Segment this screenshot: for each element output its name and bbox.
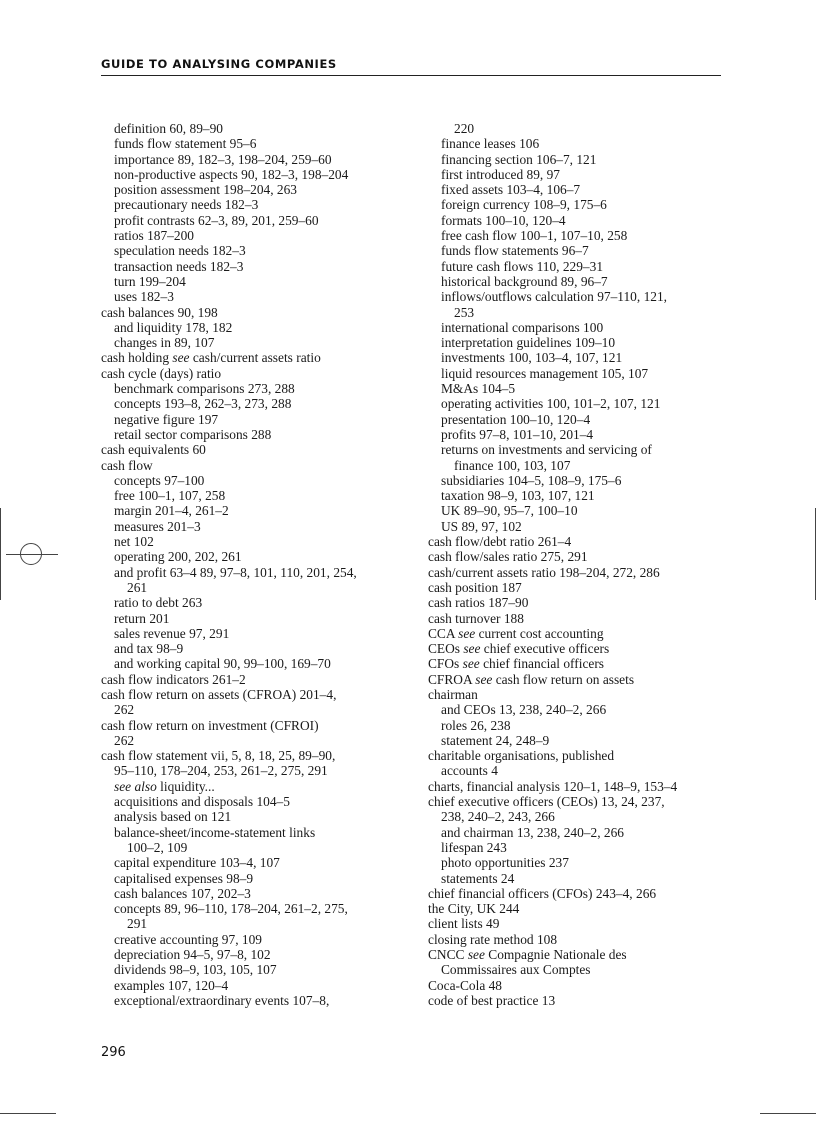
index-entry: cash flow/debt ratio 261–4 xyxy=(428,534,572,550)
index-subentry: definition 60, 89–90 xyxy=(114,121,223,136)
index-subentry: profits 97–8, 101–10, 201–4 xyxy=(441,426,594,442)
index-entry: cash position 187 xyxy=(428,579,522,595)
index-subentry: US 89, 97, 102 xyxy=(441,518,522,534)
index-entry: cash flow/sales ratio 275, 291 xyxy=(428,549,588,565)
index-subentry: fixed assets 103–4, 106–7 xyxy=(441,182,581,198)
index-subentry: examples 107, 120–4 xyxy=(114,977,229,993)
index-subentry: retail sector comparisons 288 xyxy=(114,426,272,442)
index-entry: charitable organisations, published xyxy=(428,748,615,764)
index-entry: cash equivalents 60 xyxy=(101,442,206,458)
cross-reference-keyword: see xyxy=(172,350,190,366)
registration-crosshair xyxy=(6,554,58,555)
index-subentry: finance leases 106 xyxy=(441,136,540,152)
index-subentry: speculation needs 182–3 xyxy=(114,243,246,259)
index-subentry: operating 200, 202, 261 xyxy=(114,549,242,565)
index-subentry: future cash flows 110, 229–31 xyxy=(441,258,604,274)
index-subentry: and tax 98–9 xyxy=(114,641,184,657)
cross-reference-keyword: see xyxy=(463,641,481,657)
index-subentry: dividends 98–9, 103, 105, 107 xyxy=(114,962,277,978)
index-entry: CFROA see cash flow return on assets xyxy=(428,671,635,687)
index-subentry: 262 xyxy=(114,732,135,748)
index-subentry: funds flow statements 96–7 xyxy=(441,243,589,259)
index-column-right xyxy=(428,121,728,1008)
index-subentry: capitalised expenses 98–9 xyxy=(114,870,254,886)
index-subentry: net 102 xyxy=(114,534,154,550)
index-subentry: concepts 89, 96–110, 178–204, 261–2, 275, xyxy=(114,901,348,917)
index-subentry: and working capital 90, 99–100, 169–70 xyxy=(114,656,331,672)
page-number: 296 xyxy=(101,1045,126,1060)
index-subentry: acquisitions and disposals 104–5 xyxy=(114,794,290,810)
index-subentry: 238, 240–2, 243, 266 xyxy=(441,809,555,825)
index-entry: code of best practice 13 xyxy=(428,992,556,1008)
index-subentry: uses 182–3 xyxy=(114,289,174,305)
index-subentry: 220 xyxy=(454,121,475,136)
index-subentry: interpretation guidelines 109–10 xyxy=(441,335,616,351)
index-subentry: formats 100–10, 120–4 xyxy=(441,212,566,228)
index-entry: the City, UK 244 xyxy=(428,901,520,917)
index-subentry: photo opportunities 237 xyxy=(441,855,569,871)
index-subentry: free cash flow 100–1, 107–10, 258 xyxy=(441,228,628,244)
index-subentry: sales revenue 97, 291 xyxy=(114,625,230,641)
index-subentry: 253 xyxy=(454,304,475,320)
index-subentry: presentation 100–10, 120–4 xyxy=(441,411,591,427)
index-subentry: negative figure 197 xyxy=(114,411,219,427)
crop-mark-bottom-left xyxy=(0,1113,56,1114)
index-subentry: concepts 97–100 xyxy=(114,472,205,488)
index-subentry: lifespan 243 xyxy=(441,839,507,855)
cross-reference-keyword: see xyxy=(467,947,485,963)
index-entry: CNCC see Compagnie Nationale des xyxy=(428,947,627,963)
index-entry: cash turnover 188 xyxy=(428,610,524,626)
index-subentry: free 100–1, 107, 258 xyxy=(114,488,226,504)
index-entry: cash cycle (days) ratio xyxy=(101,365,222,381)
index-subentry: financing section 106–7, 121 xyxy=(441,151,597,167)
index-subentry: capital expenditure 103–4, 107 xyxy=(114,855,280,871)
trim-mark-left xyxy=(0,508,1,600)
index-entry: Coca-Cola 48 xyxy=(428,977,503,993)
index-entry: cash flow statement vii, 5, 8, 18, 25, 89–90, xyxy=(101,748,336,764)
index-subentry: analysis based on 121 xyxy=(114,809,232,825)
index-entry: cash flow xyxy=(101,457,153,473)
index-subentry: and profit 63–4 89, 97–8, 101, 110, 201, 254, xyxy=(114,564,357,580)
index-subentry: Commissaires aux Comptes xyxy=(441,962,591,978)
index-subentry: transaction needs 182–3 xyxy=(114,258,244,274)
running-head: GUIDE TO ANALYSING COMPANIES xyxy=(101,57,337,71)
index-subentry: 95–110, 178–204, 253, 261–2, 275, 291 xyxy=(114,763,328,779)
index-subentry: operating activities 100, 101–2, 107, 121 xyxy=(441,396,661,412)
index-entry: closing rate method 108 xyxy=(428,931,558,947)
index-subentry: first introduced 89, 97 xyxy=(441,166,561,182)
index-subentry: margin 201–4, 261–2 xyxy=(114,503,229,519)
index-entry: cash holding see cash/current assets ratio xyxy=(101,350,321,366)
index-entry: cash ratios 187–90 xyxy=(428,595,529,611)
cross-reference-keyword: see xyxy=(458,625,476,641)
index-subentry: statement 24, 248–9 xyxy=(441,732,550,748)
index-subentry: balance-sheet/income-statement links xyxy=(114,824,316,840)
index-subentry: statements 24 xyxy=(441,870,515,886)
index-entry: chairman xyxy=(428,686,478,702)
index-subentry: 262 xyxy=(114,702,135,718)
index-subentry: measures 201–3 xyxy=(114,518,201,534)
index-subentry: funds flow statement 95–6 xyxy=(114,136,257,152)
index-column-left xyxy=(101,121,401,1008)
index-entry: cash balances 90, 198 xyxy=(101,304,218,320)
index-subentry: return 201 xyxy=(114,610,170,626)
index-subentry: and chairman 13, 238, 240–2, 266 xyxy=(441,824,624,840)
index-subentry: inflows/outflows calculation 97–110, 121, xyxy=(441,289,667,305)
cross-reference-keyword: see xyxy=(462,656,480,672)
index-subentry: liquid resources management 105, 107 xyxy=(441,365,649,381)
index-subentry: concepts 193–8, 262–3, 273, 288 xyxy=(114,396,292,412)
index-subentry: profit contrasts 62–3, 89, 201, 259–60 xyxy=(114,212,319,228)
index-subentry: benchmark comparisons 273, 288 xyxy=(114,381,295,397)
index-subentry: 100–2, 109 xyxy=(127,839,188,855)
index-subentry: subsidiaries 104–5, 108–9, 175–6 xyxy=(441,472,622,488)
cross-reference-keyword: see also xyxy=(114,778,157,794)
index-subentry: finance 100, 103, 107 xyxy=(454,457,571,473)
index-subentry: 261 xyxy=(127,579,148,595)
index-entry: chief financial officers (CFOs) 243–4, 266 xyxy=(428,885,657,901)
index-subentry: and liquidity 178, 182 xyxy=(114,319,233,335)
index-subentry: M&As 104–5 xyxy=(441,381,516,397)
index-subentry: roles 26, 238 xyxy=(441,717,511,733)
index-entry: CFOs see chief financial officers xyxy=(428,656,605,672)
index-subentry: taxation 98–9, 103, 107, 121 xyxy=(441,488,595,504)
index-entry: client lists 49 xyxy=(428,916,500,932)
index-entry: cash/current assets ratio 198–204, 272, 286 xyxy=(428,564,660,580)
index-subentry: exceptional/extraordinary events 107–8, xyxy=(114,992,330,1008)
header-rule xyxy=(101,75,721,76)
index-subentry: investments 100, 103–4, 107, 121 xyxy=(441,350,623,366)
index-subentry: historical background 89, 96–7 xyxy=(441,273,608,289)
index-subentry: depreciation 94–5, 97–8, 102 xyxy=(114,947,271,963)
index-subentry: accounts 4 xyxy=(441,763,498,779)
index-subentry: see also liquidity... xyxy=(114,778,215,794)
index-subentry: changes in 89, 107 xyxy=(114,335,215,351)
index-entry: cash flow return on assets (CFROA) 201–4, xyxy=(101,686,337,702)
index-subentry: returns on investments and servicing of xyxy=(441,442,652,458)
index-subentry: importance 89, 182–3, 198–204, 259–60 xyxy=(114,151,332,167)
index-entry: charts, financial analysis 120–1, 148–9, 153–4 xyxy=(428,778,678,794)
index-subentry: precautionary needs 182–3 xyxy=(114,197,259,213)
crop-mark-bottom-right xyxy=(760,1113,816,1114)
index-entry: CCA see current cost accounting xyxy=(428,625,604,641)
index-subentry: turn 199–204 xyxy=(114,273,186,289)
index-subentry: ratios 187–200 xyxy=(114,228,194,244)
index-entry: chief executive officers (CEOs) 13, 24, 237, xyxy=(428,794,665,810)
index-subentry: UK 89–90, 95–7, 100–10 xyxy=(441,503,578,519)
index-subentry: non-productive aspects 90, 182–3, 198–204 xyxy=(114,166,349,182)
index-subentry: cash balances 107, 202–3 xyxy=(114,885,251,901)
index-entry: cash flow return on investment (CFROI) xyxy=(101,717,319,733)
index-entry: CEOs see chief executive officers xyxy=(428,641,610,657)
index-subentry: and CEOs 13, 238, 240–2, 266 xyxy=(441,702,607,718)
index-subentry: international comparisons 100 xyxy=(441,319,604,335)
index-subentry: creative accounting 97, 109 xyxy=(114,931,262,947)
index-subentry: 291 xyxy=(127,916,148,932)
index-entry: cash flow indicators 261–2 xyxy=(101,671,246,687)
index-subentry: ratio to debt 263 xyxy=(114,595,203,611)
cross-reference-keyword: see xyxy=(475,671,493,687)
index-subentry: position assessment 198–204, 263 xyxy=(114,182,298,198)
index-subentry: foreign currency 108–9, 175–6 xyxy=(441,197,607,213)
